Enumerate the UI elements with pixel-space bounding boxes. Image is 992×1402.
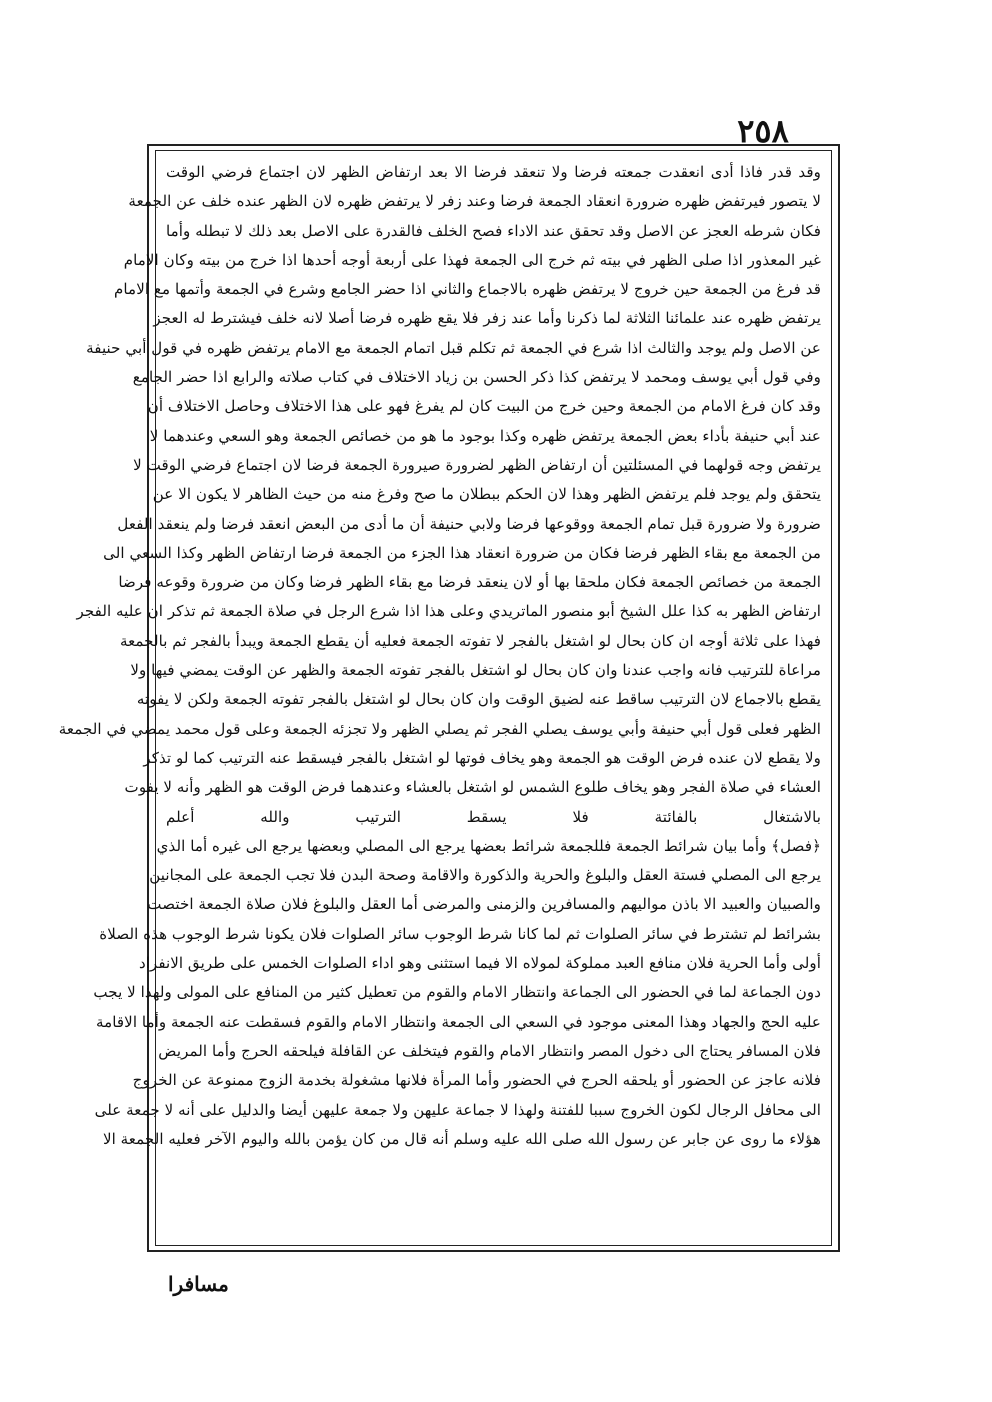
text-line: قد فرغ من الجمعة حين خروج لا يرتفض ظهره بالاجماع والثاني اذا حضر الجامع وشرع في الجمعة وأتمها مع الامام xyxy=(114,280,821,299)
text-line: دون الجماعة لما في الحضور الى الجماعة وانتظار الامام والقوم من تعطيل كثير من المنافع على المولى ولهذا لا يجب xyxy=(93,983,821,1002)
text-line: وقد قدر فاذا أدى انعقدت جمعته فرضا ولا تنعقد فرضا الا بعد ارتفاض الظهر لان اجتماع فرضي الوقت xyxy=(166,163,821,181)
text-line: لا يتصور فيرتفض ظهره ضرورة انعقاد الجمعة فرضا وعند زفر لا يرتفض ظهره لان الظهر عنده خلف عن الجمعة xyxy=(128,192,821,211)
text-line: الى محافل الرجال لكون الخروج سببا للفتنة ولهذا لا جماعة عليهن ولا جمعة عليهن أيضا والدليل على أنه لا جمعة على xyxy=(94,1100,821,1119)
text-line xyxy=(166,1154,821,1183)
text-line: عليه الحج والجهاد وهذا المعنى موجود في السعي الى الجمعة وانتظار الامام والقوم فسقطت عنه الجمعة وأما الاقامة xyxy=(96,1012,821,1031)
text-line: الجمعة من خصائص الجمعة فكان ملحقا بها أو لان ينعقد فرضا مع بقاء الظهر فرضا وكان من ضرورة وقوعه فرضا xyxy=(118,573,821,592)
text-line: ﴿فصل﴾ وأما بيان شرائط الجمعة فللجمعة شرائط بعضها يرجع الى المصلي وبعضها يرجع الى غيره أما الذي xyxy=(156,836,821,855)
text-line: يتحقق ولم يوجد فلم يرتفض الظهر وهذا لان الحكم ببطلان ما صح وفرغ منه من حيث الظاهر لا يكون الا عن xyxy=(152,485,821,504)
text-line: وقد كان فرغ الامام من الجمعة وحين خرج من البيت كان لم يفرغ فهو على هذا الاختلاف وحاصل الاختلاف أن xyxy=(147,397,821,416)
text-line: وفي قول أبي يوسف ومحمد لا يرتفض كذا ذكر الحسن بن زياد الاختلاف في كتاب صلاته والرابع اذا حضر الجامع xyxy=(132,368,821,387)
text-line: هؤلاء ما روى عن جابر عن رسول الله صلى الله عليه وسلم أنه قال من كان يؤمن بالله واليوم الآخر فعليه الجمعة الا xyxy=(102,1129,821,1148)
text-line: ضرورة ولا ضرورة قبل تمام الجمعة ووقوعها فرضا ولابي حنيفة أن ما أدى من البعض انعقد فرضا ولم ينعقد الفعل xyxy=(117,514,821,533)
text-line: يرجع الى المصلي فستة العقل والبلوغ والحرية والذكورة والاقامة وصحة البدن فلا تجب الجمعة على المجانين xyxy=(149,866,821,885)
text-line: بشرائط لم تشترط في سائر الصلوات ثم لما كانا شرط الوجوب سائر الصلوات فلان يكونا شرط الوجوب هذه الصلاة xyxy=(99,924,821,943)
main-text-block xyxy=(58,158,821,1242)
text-line: أولى وأما الحرية فلان منافع العبد مملوكة لمولاه الا فيما استثنى وهو اداء الصلوات الخمس على طريق الانفراد xyxy=(138,954,821,973)
text-line: فلانه عاجز عن الحضور أو يلحقه الحرج في الحضور وأما المرأة فلانها مشغولة بخدمة الزوج ممنوعة عن الخروج xyxy=(132,1071,821,1090)
text-line: عن الاصل ولم يوجد والثالث اذا شرع في الجمعة ثم تكلم قبل اتمام الجمعة مع الامام يرتفض ظهره في قول أبي حنيفة xyxy=(86,338,821,357)
page-number: ٢٥٨ xyxy=(737,112,789,150)
text-line: العشاء في صلاة الفجر وهو يخاف طلوع الشمس لو اشتغل بالعشاء وعندهما فرض الوقت هو الظهر وأنه لا يفوت xyxy=(124,778,821,797)
text-line xyxy=(166,1183,821,1212)
text-line: عند أبي حنيفة بأداء بعض الجمعة يرتفض ظهره وكذا بوجود ما هو من خصائص الجمعة وهو السعي وعندهما لا xyxy=(149,426,821,445)
text-line: مراعاة للترتيب فانه واجب عندنا وان كان بحال لو اشتغل بالفجر تفوته الجمعة والظهر عن الوقت يمضي فيها ولا xyxy=(130,661,821,680)
text-line: من الجمعة مع بقاء الظهر فرضا فكان من ضرورة انعقاد هذا الجزء من الجمعة فرضا ارتفاض الظهر وكذا السعي الى xyxy=(103,543,821,562)
text-line: فلان المسافر يحتاج الى دخول المصر وانتظار الامام والقوم فيتخلف عن القافلة فيلحقه الحرج وأما المريض xyxy=(158,1041,821,1060)
text-line: فكان شرطه العجز عن الاصل وقد تحقق عند الاداء فصح الخلف فالقدرة على الاصل بعد ذلك لا تبطله وأما xyxy=(166,221,821,240)
text-line: ارتفاض الظهر به كذا علل الشيخ أبو منصور الماتريدي وعلى هذا اذا شرع الرجل في صلاة الجمعة ثم تذكر ان عليه الفجر xyxy=(76,602,821,621)
text-line: يرتفض وجه قولهما في المسئلتين أن ارتفاض الظهر لضرورة صيرورة الجمعة فرضا لان اجتماع فرضي الوقت لا xyxy=(133,455,821,474)
text-line: بالاشتغال بالفائتة فلا يسقط الترتيب والله أعلم xyxy=(166,807,821,826)
text-line: والصبيان والعبيد الا باذن مواليهم والمسافرين والزمنى والمرضى أما العقل والبلوغ فلان صلاة الجمعة اختصت xyxy=(147,895,821,914)
text-line: غير المعذور اذا صلى الظهر في بيته ثم خرج الى الجمعة فهذا على أربعة أوجه أحدها اذا خرج من بيته وكان الامام xyxy=(123,250,821,269)
text-line: الظهر فعلى قول أبي حنيفة وأبي يوسف يصلي الفجر ثم يصلي الظهر ولا تجزئه الجمعة وعلى قول محمد يمضي في الجمعة xyxy=(58,719,821,738)
text-line: يقطع بالاجماع لان الترتيب ساقط عنه لضيق الوقت وان كان بحال لو اشتغل بالفجر تفوته الجمعة ولكن لا يفوته xyxy=(136,690,821,709)
text-line: ولا يقطع لان عنده فرض الوقت هو الجمعة وهو يخاف فوتها لو اشتغل بالفجر فيسقط عنه الترتيب كما لو تذكر xyxy=(143,748,821,767)
catchword: مسافرا xyxy=(168,1272,229,1296)
text-line: فهذا على ثلاثة أوجه ان كان بحال لو اشتغل بالفجر لا تفوته الجمعة فعليه أن يقطع الجمعة ويبدأ بالفجر ثم بالجمعة xyxy=(119,631,821,650)
text-line: يرتفض ظهره عند علمائنا الثلاثة لما ذكرنا وأما عند زفر فلا يقع ظهره فرضا أصلا لانه خلف فيشترط له العجز xyxy=(153,309,821,328)
